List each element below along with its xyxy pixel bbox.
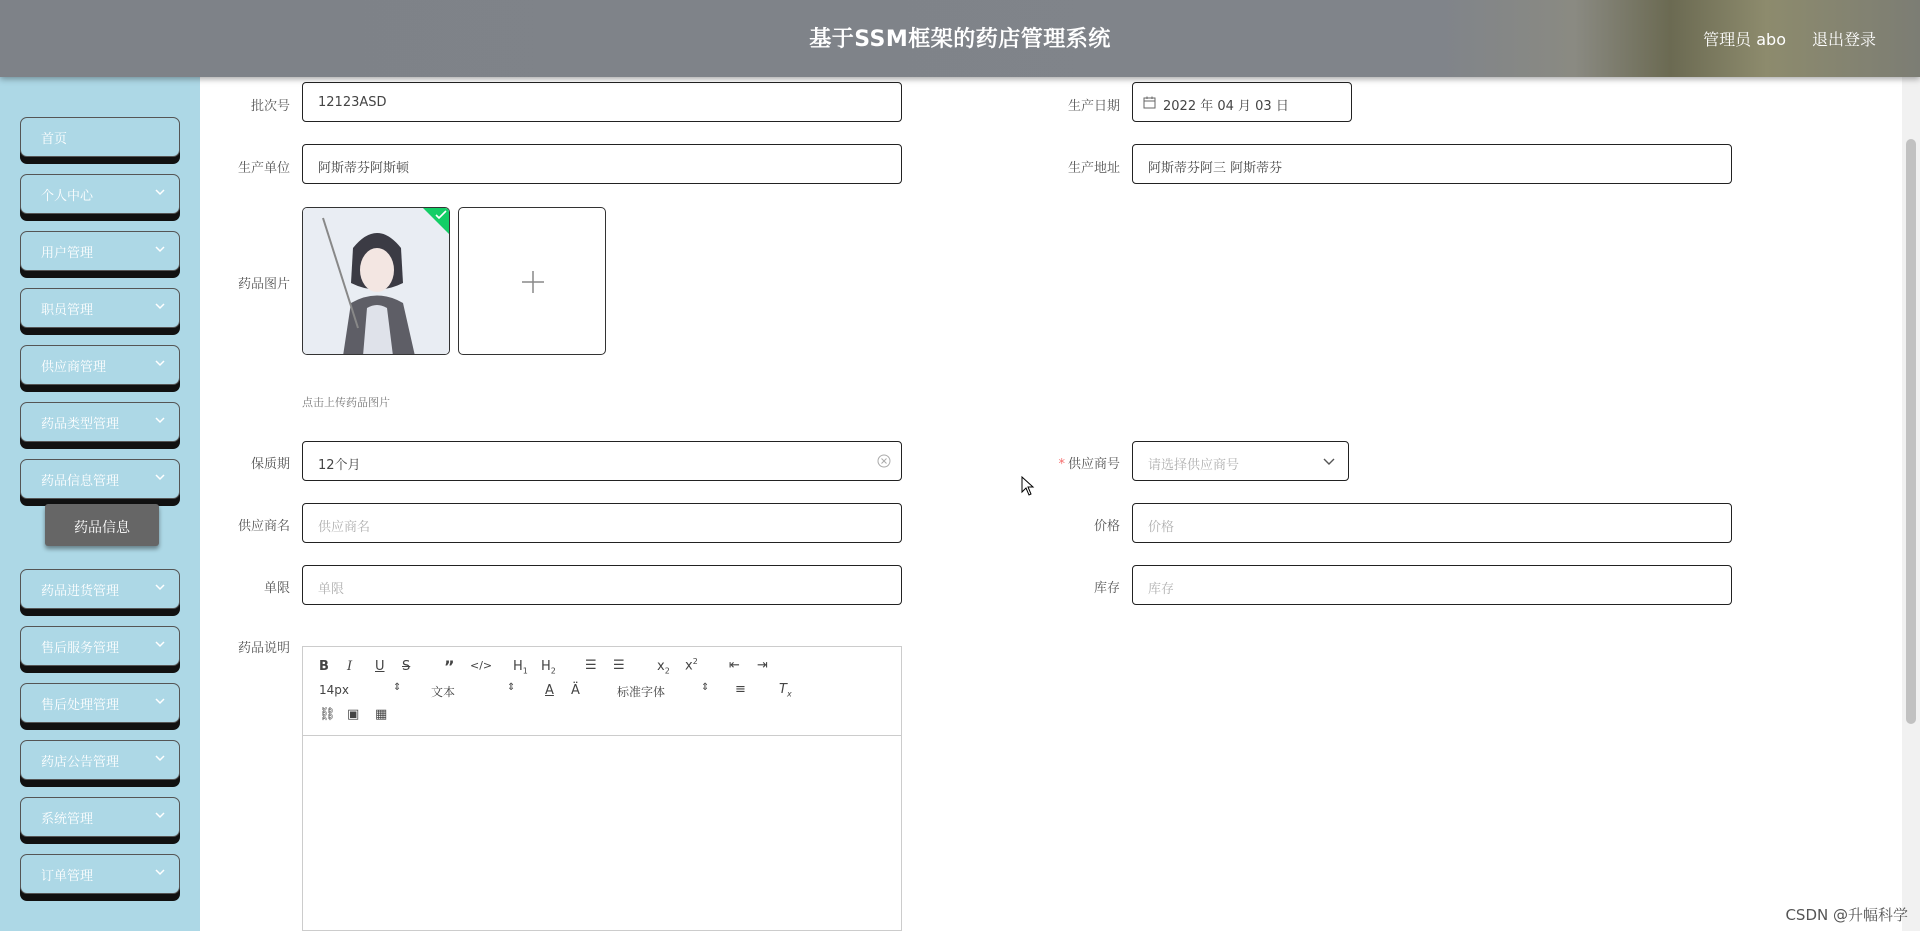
price-input[interactable] [1132, 503, 1732, 543]
blockquote-icon[interactable]: ” [444, 657, 455, 676]
sidebar-item-label: 药店公告管理 [41, 755, 120, 770]
sidebar-item-label: 首页 [41, 132, 68, 147]
stock-input[interactable] [1132, 565, 1732, 605]
chevron-down-icon [153, 694, 167, 708]
header-2-icon[interactable]: $H_2$ [541, 659, 556, 676]
producer-value: 阿斯蒂芬阿斯顿 [318, 161, 410, 176]
bullet-list-icon[interactable]: ☰ [613, 658, 625, 673]
sidebar-item-label: 系统管理 [41, 812, 94, 827]
sidebar-item-staff[interactable] [20, 288, 180, 328]
sidebar-item-home[interactable] [20, 117, 180, 157]
up-down-icon: ⇕ [393, 682, 402, 693]
stock-label: 库存 [1093, 581, 1120, 596]
image-label: 药品图片 [237, 277, 290, 292]
link-icon[interactable]: ⛓ [319, 707, 336, 722]
sidebar-item-label: 供应商管理 [41, 360, 107, 375]
supplier-no-select[interactable] [1132, 441, 1349, 481]
chevron-down-icon [153, 865, 167, 879]
limit-input[interactable] [302, 565, 902, 605]
chevron-down-icon [1322, 456, 1336, 468]
header-1-icon[interactable]: $H_1$ [513, 659, 528, 676]
italic-icon[interactable]: I [347, 659, 353, 674]
shelf-life-input[interactable] [302, 441, 902, 481]
sidebar-item-after-sales-service[interactable] [20, 626, 180, 666]
sidebar-item-label: 药品信息管理 [41, 474, 120, 489]
sidebar-item-after-sales-handling[interactable] [20, 683, 180, 723]
batch-input[interactable] [302, 82, 902, 122]
sidebar-item-label: 售后服务管理 [41, 641, 120, 656]
calendar-icon [1143, 96, 1156, 109]
sidebar-item-label: 订单管理 [41, 869, 94, 884]
sidebar-item-drug-types[interactable] [20, 402, 180, 442]
sidebar-item-label: 用户管理 [41, 246, 94, 261]
font-color-icon[interactable]: A [545, 683, 554, 698]
sidebar-item-purchase[interactable] [20, 569, 180, 609]
price-label: 价格 [1093, 519, 1120, 534]
up-down-icon: ⇕ [701, 682, 710, 693]
current-user: 管理员 abo [1703, 30, 1786, 49]
address-value: 阿斯蒂芬阿三 阿斯蒂芬 [1148, 161, 1283, 176]
sidebar-item-users[interactable] [20, 231, 180, 271]
prod-date-label: 生产日期 [1067, 99, 1120, 114]
editor-toolbar [303, 647, 901, 736]
align-icon[interactable]: ≡ [735, 682, 746, 697]
chevron-down-icon [153, 580, 167, 594]
font-size-select[interactable]: 14px [319, 683, 349, 697]
underline-icon[interactable]: U [375, 659, 385, 674]
batch-label: 批次号 [250, 99, 290, 114]
sidebar-item-label: 售后处理管理 [41, 698, 120, 713]
limit-label: 单限 [263, 581, 290, 596]
ordered-list-icon[interactable]: ☰ [585, 658, 597, 673]
video-icon[interactable]: ▦ [375, 707, 388, 722]
app-title: 基于SSM框架的药店管理系统 [809, 27, 1111, 52]
outdent-icon[interactable]: ⇤ [729, 658, 740, 673]
check-icon [435, 210, 447, 220]
desc-label: 药品说明 [237, 641, 290, 656]
sidebar-item-orders[interactable] [20, 854, 180, 894]
bold-icon[interactable]: B [319, 659, 329, 674]
stock-placeholder: 库存 [1148, 582, 1175, 597]
superscript-icon[interactable]: $x^2$ [685, 657, 698, 674]
address-input[interactable] [1132, 144, 1732, 184]
subscript-icon[interactable]: $x_2$ [657, 659, 670, 676]
shelf-life-label: 保质期 [250, 457, 290, 472]
sidebar-item-label: 药品类型管理 [41, 417, 120, 432]
upload-add-button[interactable] [458, 207, 606, 355]
format-select[interactable]: 文本 [431, 685, 456, 699]
chevron-down-icon [153, 185, 167, 199]
background-color-icon[interactable]: Ä [571, 683, 580, 698]
sidebar-item-profile[interactable] [20, 174, 180, 214]
producer-input[interactable] [302, 144, 902, 184]
supplier-name-input[interactable] [302, 503, 902, 543]
supplier-name-label: 供应商名 [237, 519, 290, 534]
address-label: 生产地址 [1067, 161, 1120, 176]
rich-text-editor [302, 646, 902, 931]
sidebar-item-notices[interactable] [20, 740, 180, 780]
sidebar-item-suppliers[interactable] [20, 345, 180, 385]
sidebar-item-drug-info[interactable] [20, 459, 180, 499]
plus-icon [520, 269, 546, 295]
producer-label: 生产单位 [237, 161, 290, 176]
watermark: CSDN @升幅科学 [1785, 906, 1908, 924]
upload-hint: 点击上传药品图片 [302, 396, 390, 409]
chevron-down-icon [153, 637, 167, 651]
logout-link[interactable]: 退出登录 [1811, 30, 1876, 49]
prod-date-value: 2022 年 04 月 03 日 [1163, 99, 1289, 114]
sidebar [0, 77, 200, 931]
batch-value: 12123ASD [318, 95, 387, 110]
supplier-no-placeholder: 请选择供应商号 [1148, 458, 1240, 473]
chevron-down-icon [153, 413, 167, 427]
strike-icon[interactable]: S [402, 659, 411, 674]
chevron-down-icon [153, 751, 167, 765]
sidebar-item-system[interactable] [20, 797, 180, 837]
indent-icon[interactable]: ⇥ [757, 658, 768, 673]
submenu-label: 药品信息 [74, 520, 130, 536]
code-block-icon[interactable]: </> [470, 659, 493, 672]
sidebar-item-label: 职员管理 [41, 303, 94, 318]
supplier-name-placeholder: 供应商名 [318, 520, 371, 535]
price-placeholder: 价格 [1148, 520, 1175, 535]
prod-date-input[interactable] [1132, 82, 1352, 122]
clear-icon[interactable] [877, 454, 891, 468]
font-family-select[interactable]: 标准字体 [617, 685, 666, 699]
chevron-down-icon [153, 470, 167, 484]
sidebar-item-label: 药品进货管理 [41, 584, 120, 599]
scrollbar-thumb[interactable] [1906, 139, 1916, 724]
chevron-down-icon [153, 299, 167, 313]
uploaded-image[interactable] [302, 207, 450, 355]
page-scrollbar[interactable] [1902, 77, 1920, 931]
shelf-life-value: 12个月 [318, 458, 361, 473]
limit-placeholder: 单限 [318, 582, 345, 597]
app-header [0, 0, 1920, 77]
up-down-icon: ⇕ [507, 682, 516, 693]
chevron-down-icon [153, 356, 167, 370]
submenu-drug-info[interactable] [45, 504, 159, 546]
chevron-down-icon [153, 242, 167, 256]
mouse-cursor-icon [1021, 476, 1035, 496]
supplier-no-label: * 供应商号 [1058, 457, 1120, 472]
editor-content[interactable] [303, 737, 901, 930]
chevron-down-icon [153, 808, 167, 822]
image-icon[interactable]: ▣ [347, 707, 360, 722]
clear-format-icon[interactable]: $T_x$ [779, 682, 792, 699]
sidebar-item-label: 个人中心 [41, 189, 94, 204]
